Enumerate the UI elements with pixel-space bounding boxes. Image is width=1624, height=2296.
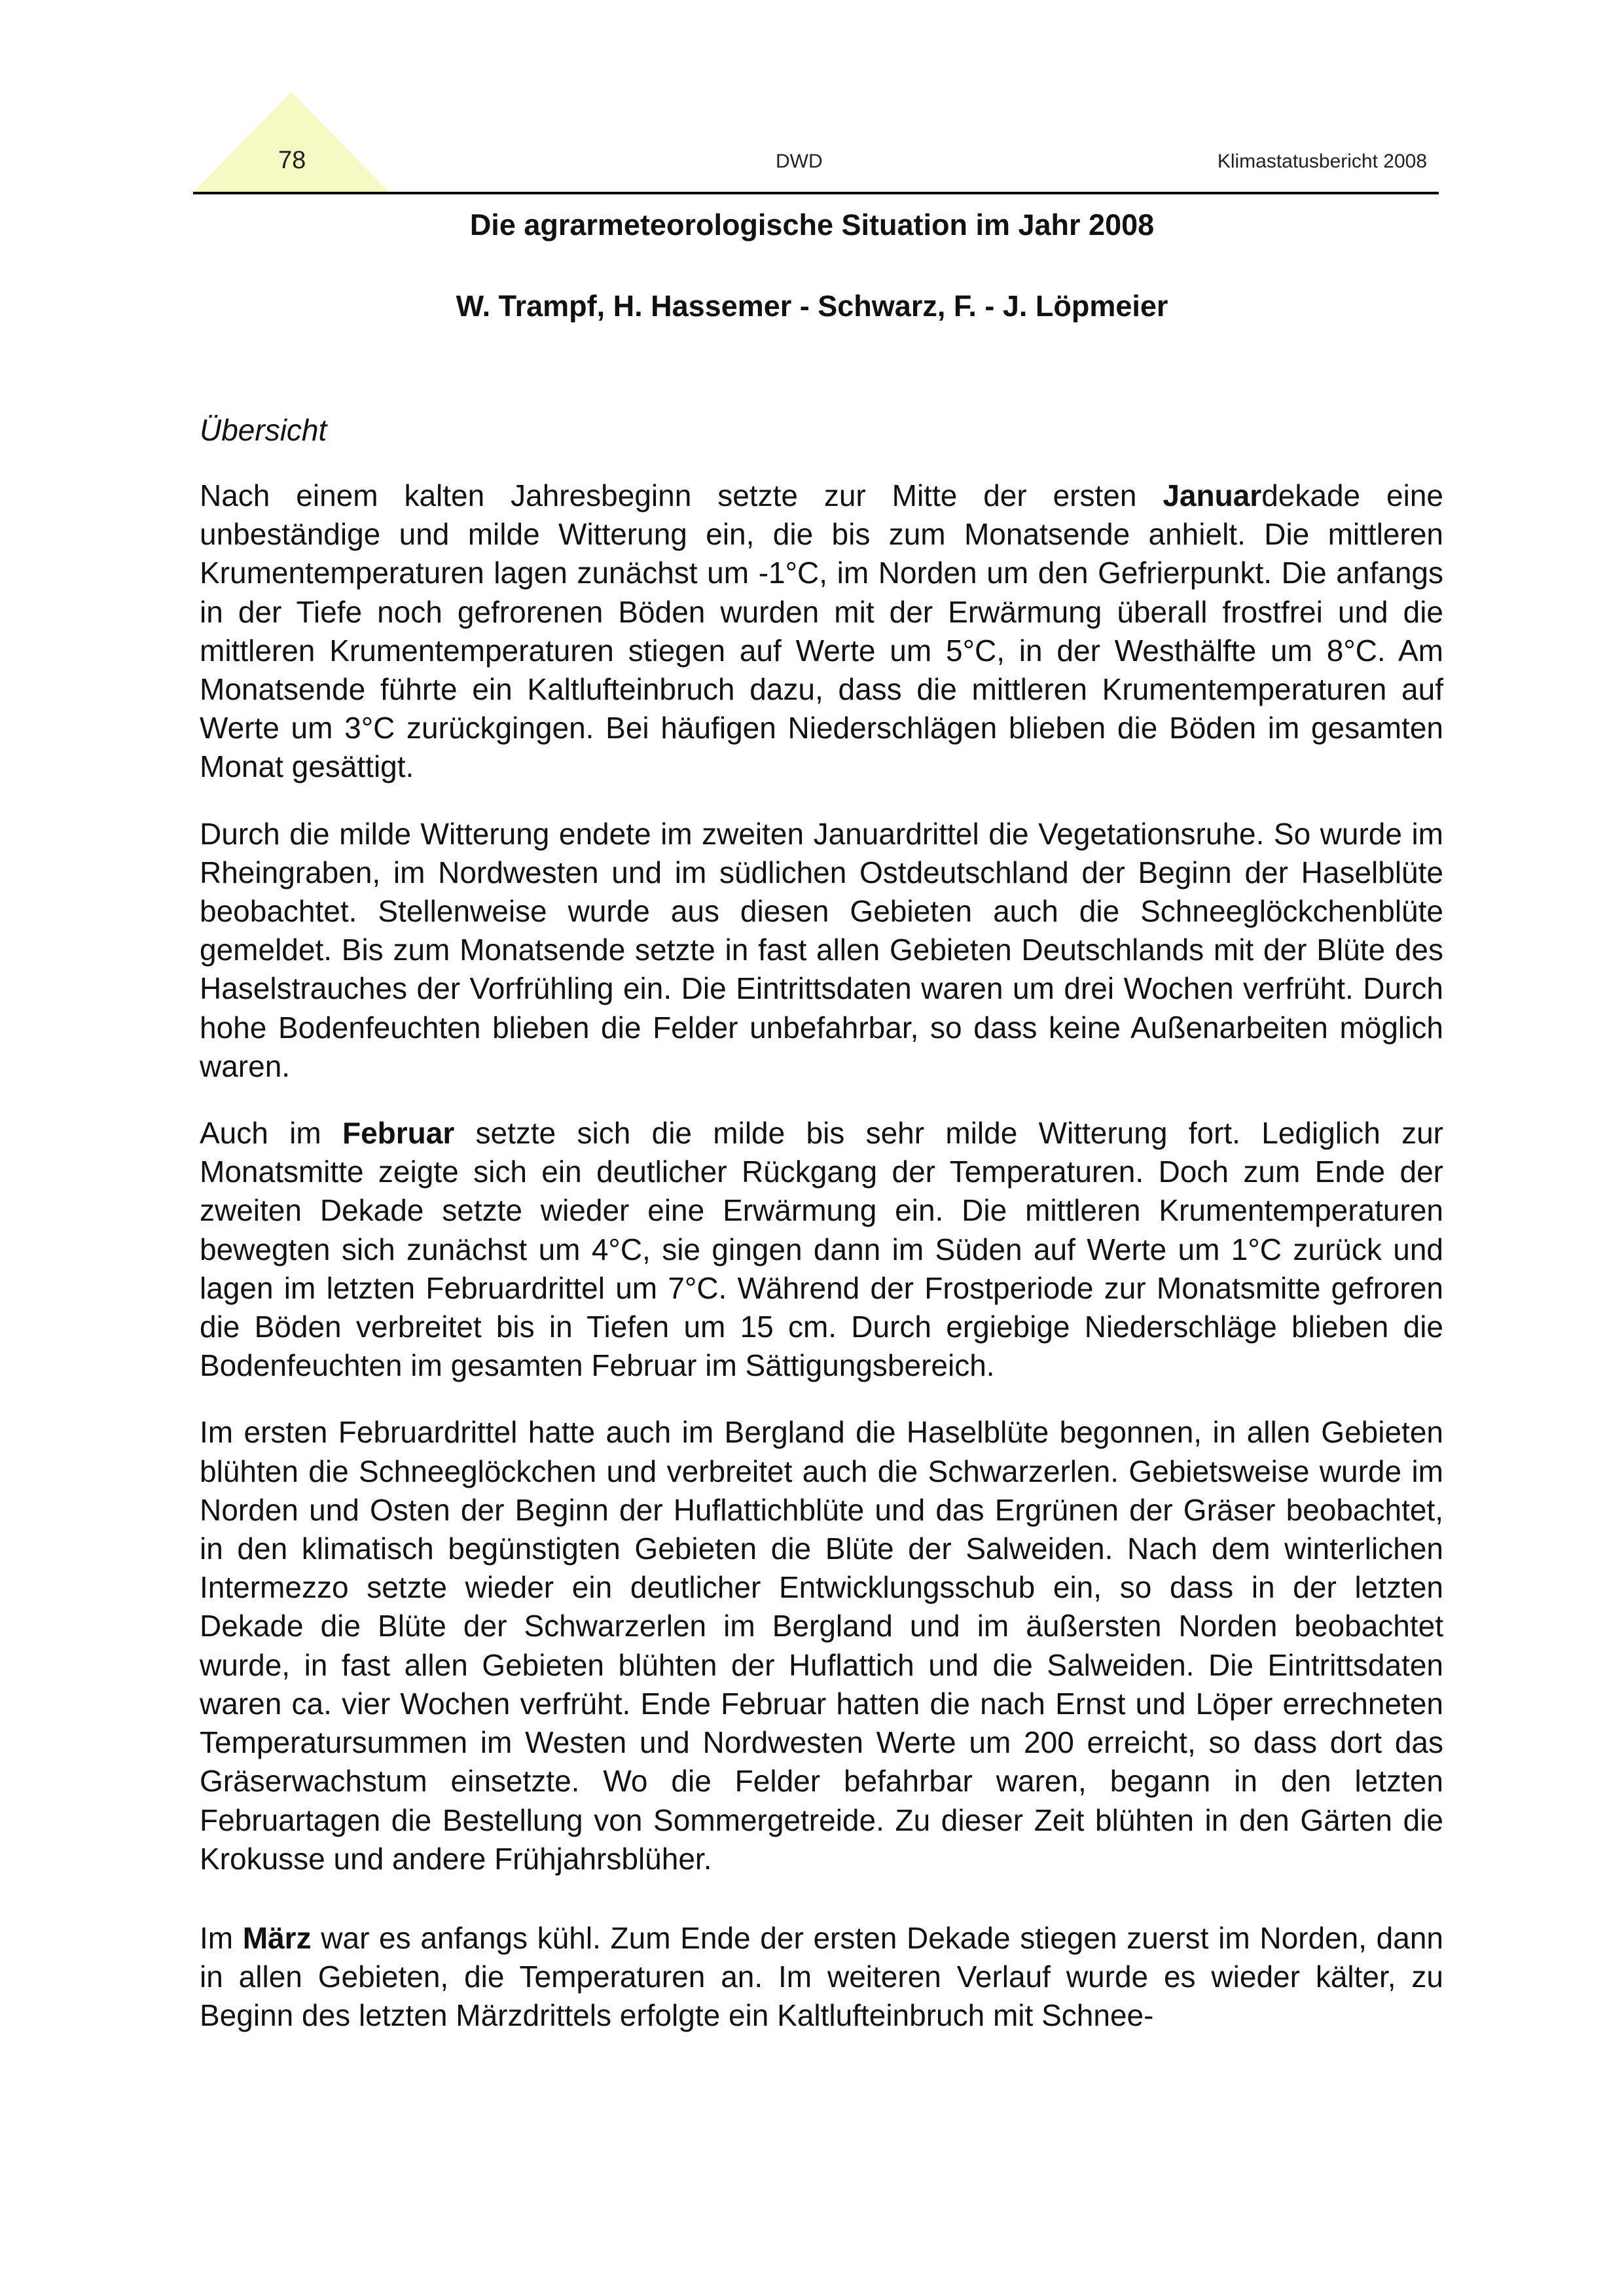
header-publisher: DWD <box>776 151 823 172</box>
article-title: Die agrarmeteorologische Situation im Jahr 2008 <box>469 208 1155 242</box>
page-header <box>193 92 1439 195</box>
header-report-title: Klimastatusbericht 2008 <box>1217 151 1427 172</box>
page-number-triangle <box>193 92 389 192</box>
paragraph-vegetation-february: Im ersten Februardrittel hatte auch im Bergland die Haselblüte begonnen, in allen Gebieten blühten die Schneeglöckchen und verbreitet auch die Schwarzerlen. Gebietsweise wurde im Norden und Osten der Beginn der Huflattichblüte und das Ergrünen der Gräser beobachtet, in den klimatisch begünstigten Gebieten die Blüte der Salweiden. Nach dem winterlichen Intermezzo setzte wieder ein deutlicher Entwicklungsschub ein, so dass in der letzten Dekade die Blüte der Schwarzerlen im Bergland und im äußersten Norden beobachtet wurde, in fast allen Gebieten blühten der Huflattich und die Salweiden. Die Eintrittsdaten waren ca. vier Wochen verfrüht. Ende Februar hatten die nach Ernst und Löper errechneten Temperatursummen im Westen und Nordwesten Werte um 200 erreicht, so dass dort das Gräserwachstum einsetzte. Wo die Felder befahrbar waren, begann in den letzten Februartagen die Bestellung von Sommergetreide. Zu dieser Zeit blühten in den Gärten die Krokusse und andere Frühjahrsblüher. <box>200 1415 1443 1876</box>
page-number: 78 <box>278 147 306 174</box>
month-highlight-maerz: März <box>242 1920 312 1955</box>
paragraph-january: Nach einem kalten Jahresbeginn setzte zur Mitte der ersten Januardekade eine unbeständige und milde Witterung ein, die bis zum Monatsende anhielt. Die mittleren Krumentemperaturen lagen zunächst um -1°C, im Norden um den Gefrierpunkt. Die anfangs in der Tiefe noch gefrorenen Böden wurden mit der Erwärmung überall frostfrei und die mittleren Krumentemperaturen stiegen auf Werte um 5°C, in der Westhälfte um 8°C. Am Monatsende führte ein Kaltlufteinbruch dazu, dass die mittleren Krumentemperaturen auf Werte um 3°C zurückgingen. Bei häufigen Niederschlägen blieben die Böden im gesamten Monat gesättigt. <box>200 478 1443 784</box>
article-authors: W. Trampf, H. Hassemer - Schwarz, F. - J. Löpmeier <box>456 289 1168 323</box>
paragraph-february: Auch im Februar setzte sich die milde bis sehr milde Witterung fort. Lediglich zur Monatsmitte zeigte sich ein deutlicher Rückgang der Temperaturen. Doch zum Ende der zweiten Dekade setzte wieder eine Erwärmung ein. Die mittleren Krumentemperaturen bewegten sich zunächst um 4°C, sie gingen dann im Süden auf Werte um 1°C zurück und lagen im letzten Februardrittel um 7°C. Während der Frostperiode zur Monatsmitte gefroren die Böden verbreitet bis in Tiefen um 15 cm. Durch ergiebige Niederschläge blieben die Bodenfeuchten im gesamten Februar im Sättigungsbereich. <box>200 1116 1443 1383</box>
header-rule <box>193 192 1439 194</box>
month-highlight-januar: Januar <box>1163 478 1262 512</box>
paragraph-march: Im März war es anfangs kühl. Zum Ende der ersten Dekade stiegen zuerst im Norden, dann in allen Gebieten, die Temperaturen an. Im weiteren Verlauf wurde es wieder kälter, zu Beginn des letzten Märzdrittels erfolgte ein Kaltlufteinbruch mit Schnee- <box>200 1920 1443 2033</box>
section-heading: Übersicht <box>200 413 327 447</box>
article-body <box>200 476 1443 2064</box>
paragraph-vegetation-january: Durch die milde Witterung endete im zweiten Januardrittel die Vegetationsruhe. So wurde im Rheingraben, im Nordwesten und im südlichen Ostdeutschland der Beginn der Haselblüte beobachtet. Stellenweise wurde aus diesen Gebieten auch die Schneeglöckchenblüte gemeldet. Bis zum Monatsende setzte in fast allen Gebieten Deutschlands mit der Blüte des Haselstrauches der Vorfrühling ein. Die Eintrittsdaten waren um drei Wochen verfrüht. Durch hohe Bodenfeuchten blieben die Felder unbefahrbar, so dass keine Außenarbeiten möglich waren. <box>200 816 1443 1083</box>
month-highlight-februar: Februar <box>342 1116 455 1151</box>
